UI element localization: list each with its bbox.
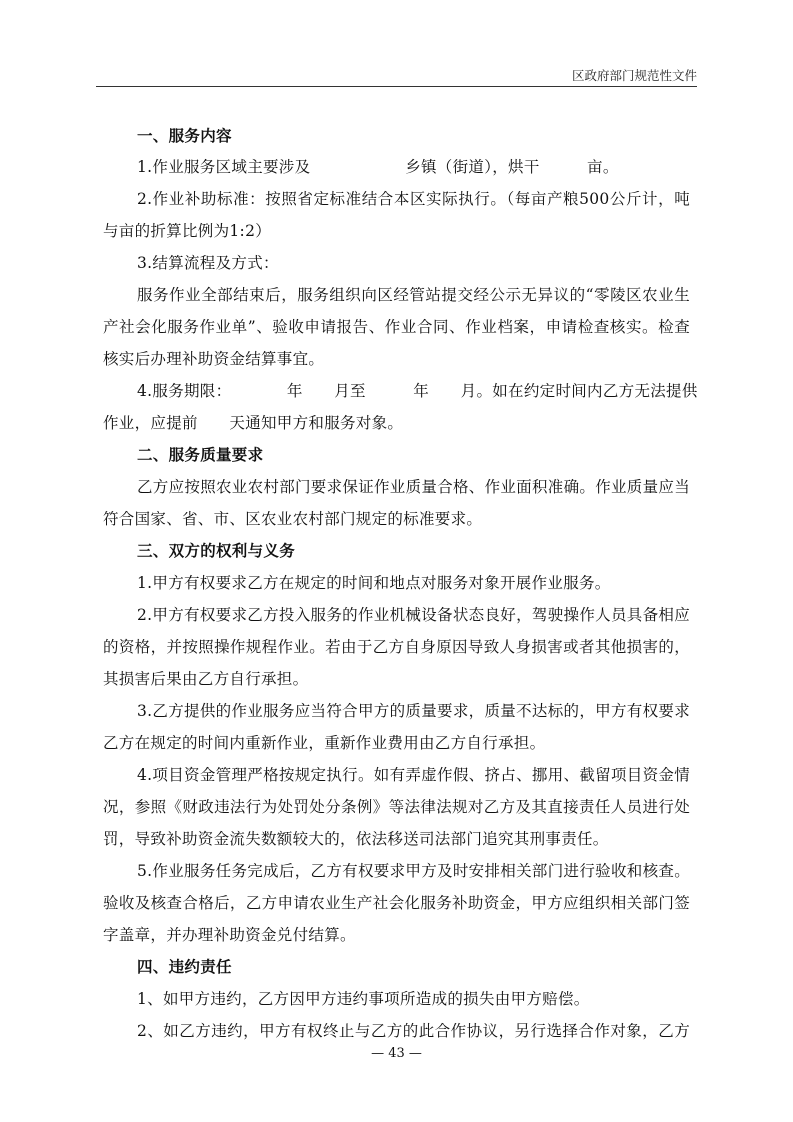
header-divider (96, 86, 697, 87)
paragraph-line: 作业，应提前 天通知甲方和服务对象。 (103, 414, 404, 432)
paragraph-line: 2、如乙方违约，甲方有权终止与乙方的此合作协议，另行选择合作对象，乙方 (137, 1022, 690, 1040)
paragraph-line: 乙方在规定的时间内重新作业，重新作业费用由乙方自行承担。 (103, 734, 546, 752)
section-heading: 二、服务质量要求 (137, 446, 264, 464)
paragraph-line: 核实后办理补助资金结算事宜。 (103, 350, 325, 368)
paragraph-line: 况，参照《财政违法行为处罚处分条例》等法律法规对乙方及其直接责任人员进行处 (103, 798, 690, 816)
paragraph-line: 服务作业全部结束后，服务组织向区经管站提交经公示无异议的“零陵区农业生 (137, 286, 690, 304)
paragraph-line: 1.甲方有权要求乙方在规定的时间和地点对服务对象开展作业服务。 (137, 574, 611, 592)
header-title: 区政府部门规范性文件 (571, 68, 697, 83)
paragraph-line: 产社会化服务作业单”、验收申请报告、作业合同、作业档案，申请检查核实。检查 (103, 318, 690, 336)
section-heading: 四、违约责任 (137, 958, 232, 976)
paragraph-line: 乙方应按照农业农村部门要求保证作业质量合格、作业面积准确。作业质量应当 (137, 478, 691, 496)
paragraph-line: 3.乙方提供的作业服务应当符合甲方的质量要求，质量不达标的，甲方有权要求 (137, 702, 690, 720)
paragraph-line: 罚，导致补助资金流失数额较大的，依法移送司法部门追究其刑事责任。 (103, 830, 609, 848)
paragraph-line: 与亩的折算比例为1:2） (103, 222, 272, 240)
paragraph-line: 1、如甲方违约，乙方因甲方违约事项所造成的损失由甲方赔偿。 (137, 990, 590, 1008)
paragraph-line: 2.作业补助标准：按照省定标准结合本区实际执行。（每亩产粮500公斤计，吨 (137, 190, 690, 208)
paragraph-line: 符合国家、省、市、区农业农村部门规定的标准要求。 (103, 510, 483, 528)
section-heading: 三、双方的权利与义务 (137, 542, 296, 560)
paragraph-line: 4.项目资金管理严格按规定执行。如有弄虚作假、挤占、挪用、截留项目资金情 (137, 766, 690, 784)
paragraph-line: 2.甲方有权要求乙方投入服务的作业机械设备状态良好，驾驶操作人员具备相应 (137, 606, 690, 624)
paragraph-line: 1.作业服务区域主要涉及 乡镇（街道），烘干 亩。 (137, 158, 619, 176)
paragraph-line: 的资格，并按照操作规程作业。若由于乙方自身原因导致人身损害或者其他损害的， (103, 638, 690, 656)
section-heading: 一、服务内容 (137, 127, 232, 145)
paragraph-line: 3.结算流程及方式： (137, 254, 279, 272)
paragraph-line: 字盖章，并办理补助资金兑付结算。 (103, 926, 356, 944)
paragraph-line: 4.服务期限： 年 月至 年 月。如在约定时间内乙方无法提供 (137, 382, 698, 400)
paragraph-line: 验收及核查合格后，乙方申请农业生产社会化服务补助资金，甲方应组织相关部门签 (103, 894, 690, 912)
paragraph-line: 5.作业服务任务完成后，乙方有权要求甲方及时安排相关部门进行验收和核查。 (137, 862, 690, 880)
paragraph-line: 其损害后果由乙方自行承担。 (103, 670, 309, 688)
page-number: — 43 — (371, 1046, 422, 1061)
